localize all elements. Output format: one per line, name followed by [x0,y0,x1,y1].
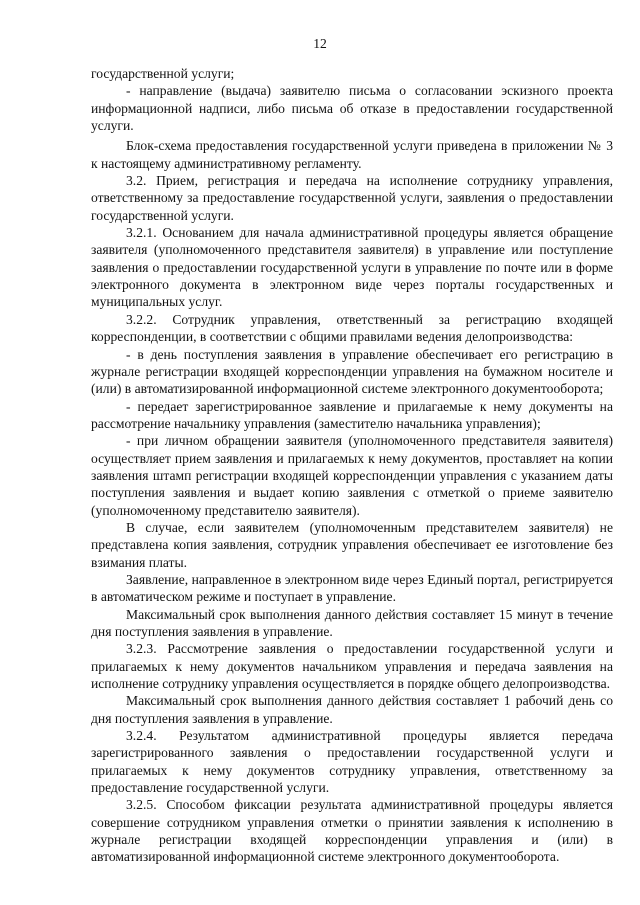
paragraph-max-time-1-day: Максимальный срок выполнения данного действия составляет 1 рабочий день со дня поступления заявления в управление. [91,693,613,726]
section-heading-3-2: 3.2. Прием, регистрация и передача на исполнение сотруднику управления, ответственному за предоставление государственной услуги, заявления о предоставлении государственной услуги. [91,173,613,223]
paragraph-copy-not-provided: В случае, если заявителем (уполномоченным представителем заявителя) не представлена копия заявления, сотрудник управления обеспечивает ее изготовление без взимания платы. [91,519,613,570]
paragraph-list-item-personal-visit: - при личном обращении заявителя (уполномоченного представителя заявителя) осуществляет прием заявления и прилагаемых к нему документов, проставляет на копии заявления штамп регистрации входящей корреспонденции управления с указанием даты поступления заявления и выдает копию заявления с отметкой о приеме заявителю (уполномоченному представителю заявителя). [91,433,613,518]
paragraph-3-2-5: 3.2.5. Способом фиксации результата административной процедуры является совершение сотрудником управления отметки о принятии заявления к исполнению в журнале регистрации входящей корреспонденции управления и (или) в автоматизированной информационной системе электронного документооборота. [91,797,613,865]
page-number: 12 [313,36,327,51]
paragraph-electronic-application: Заявление, направленное в электронном виде через Единый портал, регистрируется в автоматическом режиме и поступает в управление. [91,571,613,605]
paragraph-3-2-4: 3.2.4. Результатом административной процедуры является передача зарегистрированного заявления о предоставлении государственной услуги и прилагаемых к нему документов сотруднику управления, ответственному за предоставление государственной услуги. [91,728,613,796]
paragraph-3-2-2: 3.2.2. Сотрудник управления, ответственный за регистрацию входящей корреспонденции, в соответствии с общими правилами ведения делопроизводства: [91,311,613,345]
paragraph-3-2-1: 3.2.1. Основанием для начала административной процедуры является обращение заявителя (уполномоченного представителя заявителя) в управление или поступление заявления о предоставлении государственной услуги в управление по почте или в форме электронного документа в электронном виде через порталы государственных и муниципальных услуг. [91,225,613,310]
document-body [91,65,613,866]
paragraph-list-item-letter: - направление (выдача) заявителю письма о согласовании эскизного проекта информационной надписи, либо письма об отказе в предоставлении государственной услуги. [91,83,613,134]
paragraph-flowchart-reference: Блок-схема предоставления государственной услуги приведена в приложении № 3 к настоящему административному регламенту. [91,138,613,171]
paragraph-list-item-transfer: - передает зарегистрированное заявление и прилагаемые к нему документы на рассмотрение начальнику управления (заместителю начальника управления); [91,398,613,431]
paragraph-3-2-3: 3.2.3. Рассмотрение заявления о предоставлении государственной услуги и прилагаемых к нему документов начальником управления и передача заявления на исполнение сотруднику управления осуществляется в порядке общего делопроизводства. [91,641,613,692]
paragraph-continuation: государственной услуги; [91,66,235,81]
paragraph-max-time-15-min: Максимальный срок выполнения данного действия составляет 15 минут в течение дня поступления заявления в управление. [91,606,613,639]
paragraph-list-item-registration: - в день поступления заявления в управление обеспечивает его регистрацию в журнале регистрации входящей корреспонденции управления на бумажном носителе и (или) в автоматизированной информационной системе электронного документооборота; [91,346,613,397]
